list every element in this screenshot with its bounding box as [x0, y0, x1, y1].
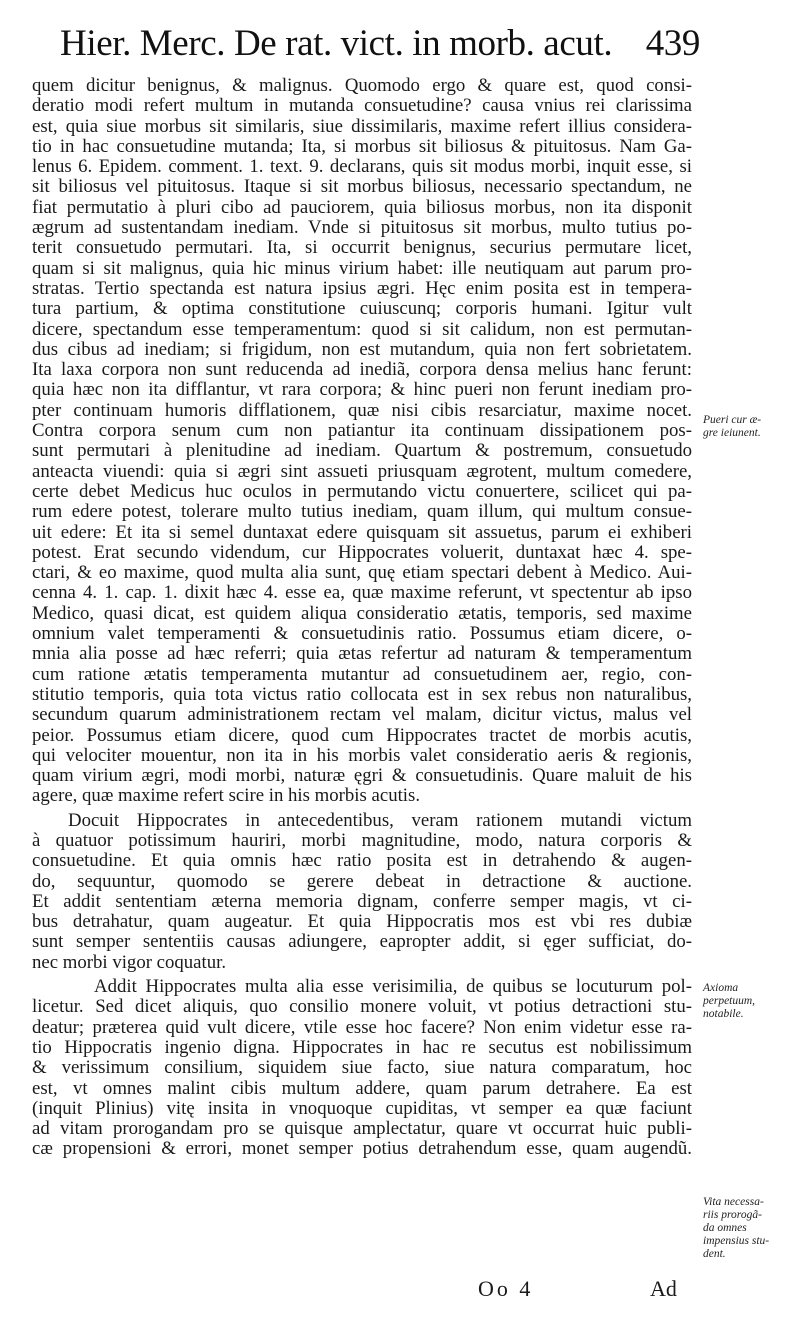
margin-note-line: dent. — [703, 1248, 726, 1260]
text-line: à quatuor potissimum hauriri, morbi magnitudine, modo, natura corporis & — [32, 829, 692, 851]
text-line: Ita laxa corpora non sunt reducenda ad inediã, corpora densa melius hanc ferunt: — [32, 359, 692, 381]
text-line: stitutio temporis, quia tota victus ratio collocata est in sex rebus non naturalibus, — [32, 683, 692, 705]
text-line: omnium valet temperamenti & consuetudinis ratio. Possumus etiam dicere, o- — [32, 623, 692, 645]
text-line: ctari, & eo maxime, quod multa alia sunt, quę etiam spectari debent à Medico. Aui- — [32, 562, 692, 584]
catchword: Ad — [650, 1276, 677, 1301]
margin-note-line: riis prorogã- — [703, 1209, 762, 1221]
text-line: potest. Erat secundo videndum, cur Hippocrates voluerit, duntaxat hæc 4. spe- — [32, 541, 692, 563]
text-line: quia hæc non ita difflantur, vt rara corpora; & hinc pueri non ferunt inediam pro- — [32, 379, 692, 401]
text-line: lenus 6. Epidem. comment. 1. text. 9. declarans, quis sit modus morbi, inquit esse, si — [32, 156, 692, 178]
text-line: sunt semper sententiis causas adiungere, eapropter addit, si ęger sufficiat, do- — [32, 931, 692, 953]
text-line: quam si sit malignus, quia hic minus virium habet: ille neutiquam aut parum pro- — [32, 257, 692, 279]
margin-note-line: gre ieiunent. — [703, 427, 761, 439]
margin-note-line: impensius stu- — [703, 1235, 770, 1247]
text-line: sunt permutari à plenitudine ad inediam. Quartum & postremum, consuetudo — [32, 440, 692, 462]
margin-note-line: Vita necessa- — [703, 1196, 764, 1208]
text-line: tio Hippocratis ingenio digna. Hippocrates in hac re secutus est nobilissimum — [32, 1036, 692, 1058]
text-line: licetur. Sed dicet aliquis, quo consilio monere voluit, vt potius detractioni stu- — [32, 996, 692, 1018]
page-footer — [0, 1274, 800, 1304]
text-line: dicere, spectandum esse temperamentum: quod si sit calidum, non est permutan- — [32, 318, 692, 340]
text-line: nec morbi vigor coquatur. — [32, 951, 227, 973]
text-line: consuetudine. Et quia omnis hæc ratio posita est in detrahendo & augen- — [32, 850, 692, 872]
text-line: cum ratione ætatis temperamenta mutantur ad consuetudinem aer, regio, con- — [32, 663, 692, 685]
text-line: cæ propensioni & errori, monet semper potius detrahendum esse, quam augendũ. — [32, 1138, 692, 1160]
text-line: ægrum ad sustentandam inediam. Vnde si pituitosus sit morbus, multo tutius po- — [32, 217, 692, 239]
text-line: (inquit Plinius) vitę insita in vnoquoque cupiditas, vt semper ea quæ faciunt — [32, 1097, 692, 1119]
text-line: certe debet Medicus huc oculos in permutando victu conuertere, scilicet qui pa- — [32, 480, 692, 502]
text-line: anteacta viuendi: quia si ægri sint assueti priusquam ægrotent, multum comedere, — [32, 460, 692, 482]
text-line: Et addit sententiam æterna memoria dignam, conferre semper magis, vt ci- — [32, 890, 692, 912]
text-line: deratio modi refert multum in mutanda consuetudine? causa vnius rei clarissima — [32, 95, 692, 117]
main-text — [32, 76, 692, 1160]
text-line: bus detrahatur, quam augeatur. Et quia Hippocratis mos est vbi res dubiæ — [32, 911, 692, 933]
text-line: quem dicitur benignus, & malignus. Quomodo ergo & quare est, quod consi- — [32, 75, 692, 96]
text-line: qui velociter mouentur, non ita in his morbis valet consideratio aeris & regionis, — [32, 744, 692, 766]
text-line: Contra corpora senum cum non patiantur ita continuam dissipationem pos- — [32, 420, 692, 442]
running-title: Hier. Merc. De rat. vict. in morb. acut. — [60, 23, 613, 64]
text-line: ad vitam prorogandam pro se quisque amplectatur, quare vt occurrat huic publi- — [32, 1118, 692, 1140]
text-line: Medico, quasi dicat, est quidem aliqua consideratio ætatis, temporis, sed maxime — [32, 602, 692, 624]
text-line: Docuit Hippocrates in antecedentibus, veram rationem mutandi victum — [68, 809, 692, 831]
page-number: 439 — [645, 23, 700, 64]
text-line: do, sequuntur, quomodo se gerere debeat in detractione & auctione. — [32, 870, 692, 892]
text-line: cenna 4. 1. cap. 1. dixit hæc 4. esse ea, quæ maxime referunt, vt spectentur ab ipso — [32, 582, 692, 604]
text-line: deatur; præterea quid vult dicere, vtile esse hoc facere? Non enim videtur esse ra- — [32, 1016, 692, 1038]
text-line: sit biliosus vel pituitosus. Itaque si sit morbus biliosus, necessario spectandum, ne — [32, 176, 692, 198]
signature-mark: Oo 4 — [478, 1276, 534, 1301]
text-line: peior. Possumus etiam dicere, quod cum Hippocrates tractet de morbis acutis, — [32, 724, 692, 746]
text-line: stratas. Tertio spectanda est natura ipsius ægri. Hęc enim posita est in tempera- — [32, 277, 692, 299]
margin-note — [703, 1196, 769, 1261]
text-line: dus cibus ad inediam; si frigidum, non est mutandum, quia non fert sobrietatem. — [32, 338, 692, 360]
margin-note — [703, 414, 761, 440]
text-line: fiat permutatio à pluri cibo ad pauciorem, quia biliosus morbus, non ita disponit — [32, 196, 692, 218]
text-line: agere, quæ maxime refert scire in his morbis acutis. — [32, 785, 421, 807]
margin-note-line: da omnes — [703, 1222, 747, 1234]
margin-note-line: Pueri cur æ- — [703, 414, 762, 426]
text-line: uit edere: Et ita si semel duntaxat edere quisquam sit assuetus, parum ei exhiberi — [32, 521, 692, 543]
text-line: rum edere potest, tolerare multo tutius inediam, quam illum, qui multum consue- — [32, 501, 692, 523]
text-line: mnia alia posse ad hæc referri; quia ætas refertur ad naturam & temperamentum — [32, 643, 692, 665]
text-line: Addit Hippocrates multa alia esse verisimilia, de quibus se locuturum pol- — [94, 976, 692, 998]
text-line: pter continuam humoris difflationem, quæ nisi cibis resarciatur, maxime nocet. — [32, 399, 692, 421]
text-line: tura partium, & optima constitutione cuiuscunq; corporis humani. Igitur vult — [32, 298, 692, 320]
text-line: terit consuetudo permutari. Ita, si occurrit benignus, securius permutare licet, — [32, 237, 692, 259]
margin-note-line: notabile. — [703, 1008, 744, 1020]
text-line: tio in hac consuetudine mutanda; Ita, si morbus sit biliosus & pituitosus. Nam Ga- — [32, 135, 692, 157]
margin-note-line: perpetuum, — [703, 995, 756, 1007]
margin-note — [703, 982, 755, 1021]
text-line: est, quia siue morbus sit similaris, siue dissimilaris, maxime refert illius considera- — [32, 115, 692, 137]
text-line: est, vt omnes malint cibis multum addere, quam parum detrahere. Ea est — [32, 1077, 692, 1099]
text-line: quam virium ægri, modi morbi, naturæ ęgri & consuetudinis. Quare maluit de his — [32, 765, 692, 787]
margin-note-line: Axioma — [703, 982, 739, 994]
running-header — [60, 18, 700, 70]
text-line: secundum quarum administrationem rectam vel malam, dicitur victus, malus vel — [32, 704, 692, 726]
text-line: & verissimum consilium, siquidem siue facto, siue natura comparatum, hoc — [32, 1057, 692, 1079]
